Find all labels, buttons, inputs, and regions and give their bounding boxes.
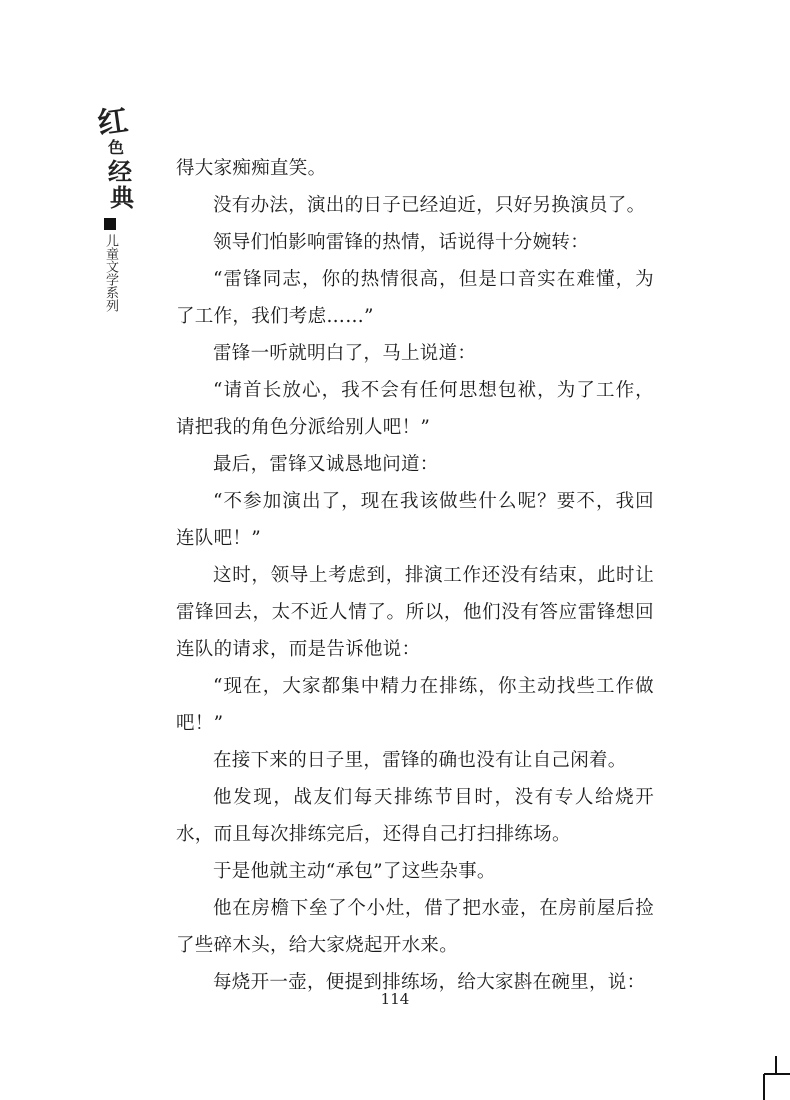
- paragraph: 每烧开一壶，便提到排练场，给大家斟在碗里，说：: [213, 972, 646, 993]
- paragraph: “雷锋同志，你的热情很高，但是口音实在难懂，为了工作，我们考虑……”: [176, 269, 654, 327]
- paragraph: 雷锋一听就明白了，马上说道：: [213, 343, 477, 364]
- paragraph: 这时，领导上考虑到，排演工作还没有结束，此时让雷锋回去，太不近人情了。所以，他们没有答应雷锋想回连队的请求，而是告诉他说：: [176, 565, 654, 660]
- paragraph: 领导们怕影响雷锋的热情，话说得十分婉转：: [213, 232, 590, 253]
- series-title-char: 典: [110, 183, 134, 212]
- series-square-mark: [104, 218, 116, 230]
- series-title-char: 经: [108, 157, 132, 186]
- series-subtitle: 儿童文学系列: [103, 234, 118, 312]
- crop-mark-icon: [762, 1056, 790, 1100]
- paragraph: 得大家痴痴直笑。: [176, 158, 327, 179]
- series-title-char: 红: [95, 103, 131, 142]
- body-text: [176, 150, 654, 1001]
- paragraph: “现在，大家都集中精力在排练，你主动找些工作做吧！”: [176, 676, 654, 734]
- series-mark: [95, 103, 136, 318]
- paragraph: 他在房檐下垒了个小灶，借了把水壶，在房前屋后捡了些碎木头，给大家烧起开水来。: [176, 898, 654, 956]
- paragraph: 最后，雷锋又诚恳地问道：: [213, 454, 439, 475]
- page-number: 114: [380, 990, 410, 1008]
- paragraph: 没有办法，演出的日子已经迫近，只好另换演员了。: [213, 195, 646, 216]
- paragraph: 他发现，战友们每天排练节目时，没有专人给烧开水，而且每次排练完后，还得自己打扫排练场。: [176, 787, 654, 845]
- series-title-char: 色: [108, 138, 125, 157]
- paragraph: “不参加演出了，现在我该做些什么呢？要不，我回连队吧！”: [176, 491, 654, 549]
- paragraph: “请首长放心，我不会有任何思想包袱，为了工作，请把我的角色分派给别人吧！”: [176, 380, 654, 438]
- paragraph: 于是他就主动“承包”了这些杂事。: [213, 861, 496, 882]
- paragraph: 在接下来的日子里，雷锋的确也没有让自己闲着。: [213, 750, 627, 771]
